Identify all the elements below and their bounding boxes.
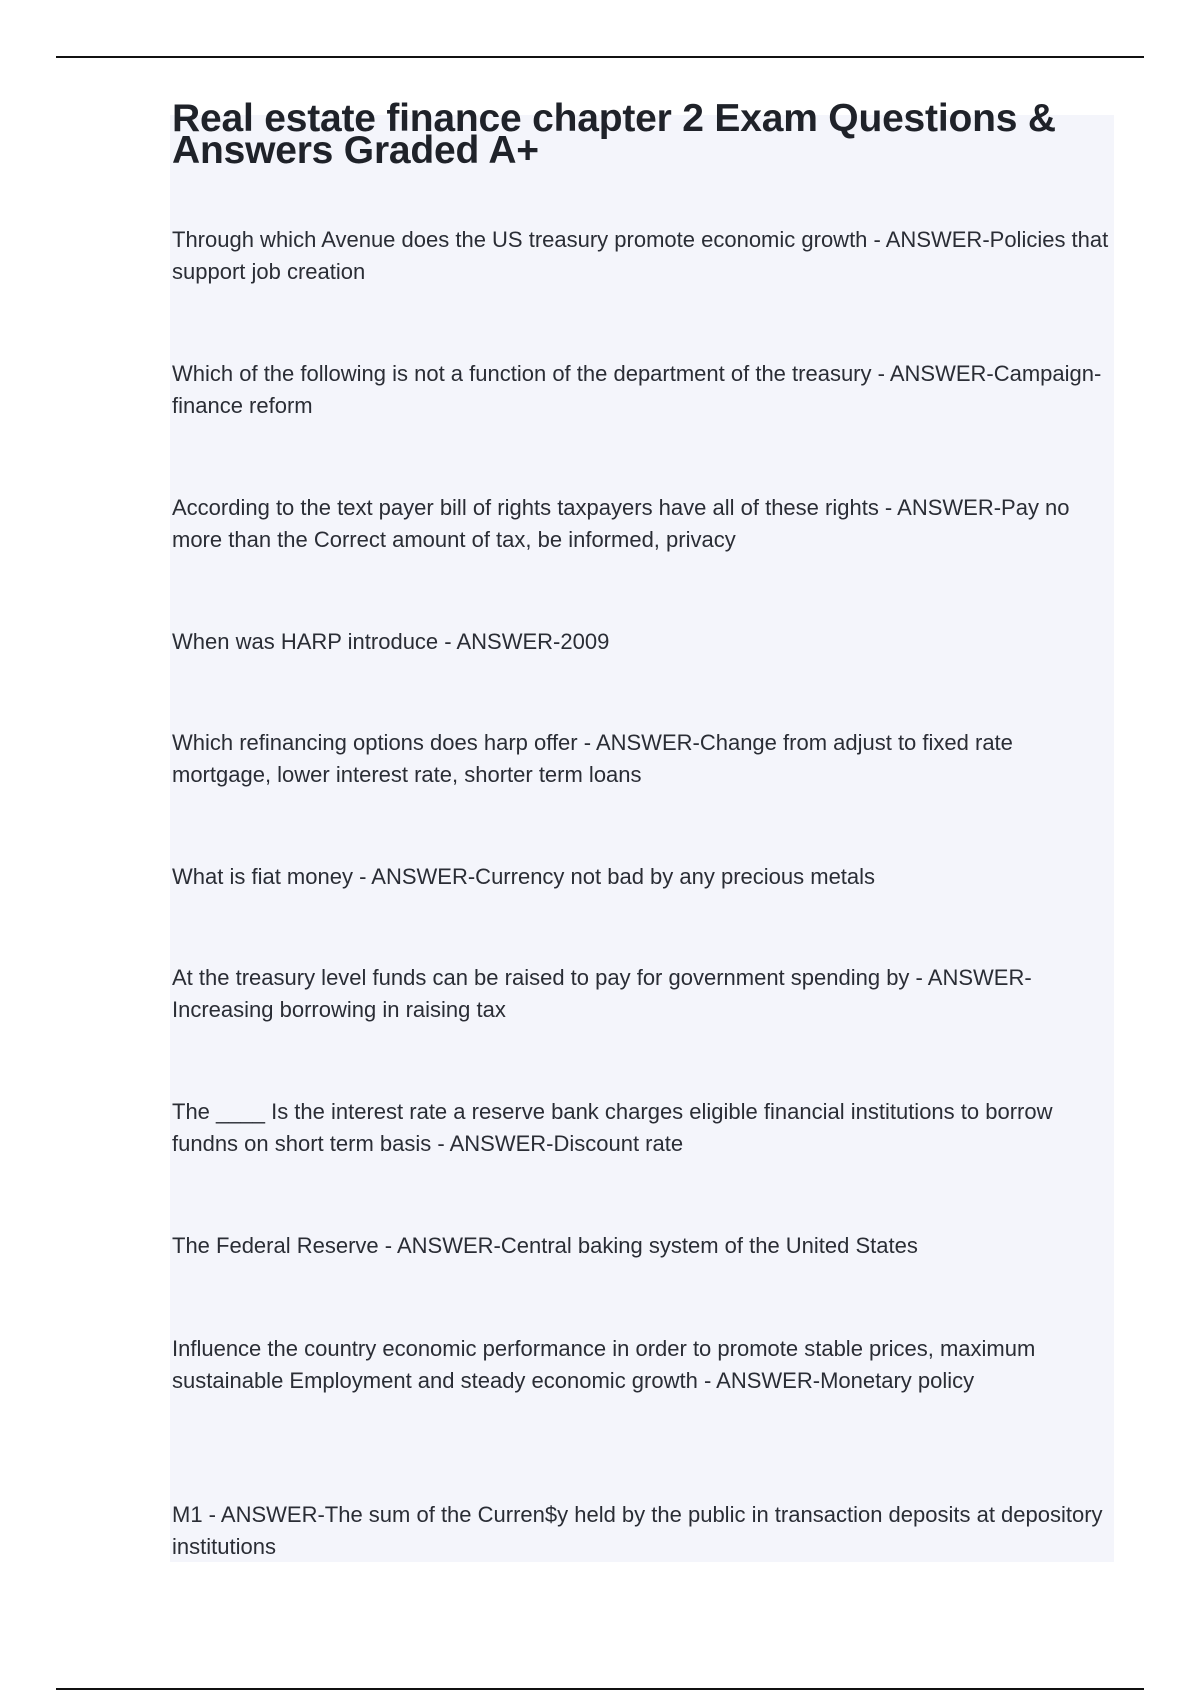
qa-entry-10: Influence the country economic performance in order to promote stable prices, maximum sustainable Employment and steady economic growth - ANSWER-Monetary policy (172, 1336, 1036, 1393)
qa-entry-4: When was HARP introduce - ANSWER-2009 (172, 629, 610, 654)
qa-entry-11: M1 - ANSWER-The sum of the Curren$y held by the public in transaction deposits at depository institutions (172, 1502, 1103, 1559)
qa-entry-1: Through which Avenue does the US treasury promote economic growth - ANSWER-Policies that support job creation (172, 227, 1109, 284)
document-title: Real estate finance chapter 2 Exam Questions & Answers Graded A+ (172, 97, 1056, 172)
qa-entry-5: Which refinancing options does harp offer - ANSWER-Change from adjust to fixed rate mortgage, lower interest rate, shorter term loans (172, 730, 1013, 787)
qa-entry-2: Which of the following is not a function of the department of the treasury - ANSWER-Campaign-finance reform (172, 361, 1102, 418)
qa-entry-9: The Federal Reserve - ANSWER-Central baking system of the United States (172, 1233, 918, 1258)
qa-entry-7: At the treasury level funds can be raised to pay for government spending by - ANSWER-Increasing borrowing in raising tax (172, 965, 1032, 1022)
qa-entry-8: The ____ Is the interest rate a reserve bank charges eligible financial institutions to borrow fundns on short term basis - ANSWER-Discount rate (172, 1099, 1053, 1156)
top-rule (56, 56, 1144, 58)
qa-entry-6: What is fiat money - ANSWER-Currency not bad by any precious metals (172, 864, 876, 889)
qa-entry-3: According to the text payer bill of rights taxpayers have all of these rights - ANSWER-Pay no more than the Correct amount of tax, be informed, privacy (172, 495, 1070, 552)
bottom-rule (56, 1688, 1144, 1690)
